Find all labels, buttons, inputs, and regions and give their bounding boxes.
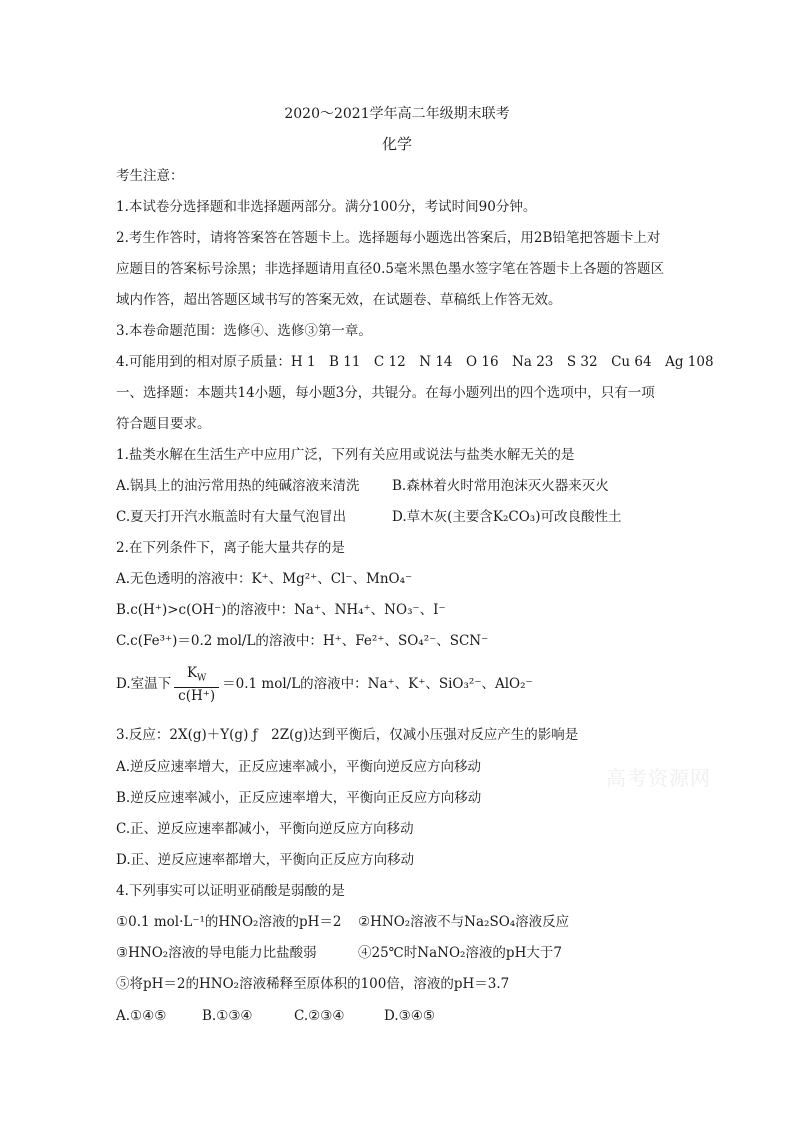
- option-a: A.逆反应速率增大，正反应速率减小，平衡向逆反应方向移动: [116, 759, 482, 775]
- option-a: A.无色透明的溶液中：K⁺、Mg²⁺、Cl⁻、MnO₄⁻: [116, 571, 413, 587]
- notice-item: 应题目的答案标号涂黑；非选择题请用直径0.5毫米黑色墨水签字笔在答题卡上各题的答题区: [116, 261, 664, 277]
- statement: ③HNO₂溶液的导电能力比盐酸弱: [116, 945, 317, 961]
- option-c: C.c(Fe³⁺)＝0.2 mol/L的溶液中：H⁺、Fe²⁺、SO₄²⁻、SCN⁻: [116, 633, 489, 649]
- subject-title: 化学: [381, 135, 412, 153]
- option-d: D.草木灰(主要含K₂CO₃)可改良酸性土: [392, 509, 622, 525]
- question-stem: 1.盐类水解在生活生产中应用广泛，下列有关应用或说法与盐类水解无关的是: [116, 447, 575, 463]
- option-d-suffix: ＝0.1 mol/L的溶液中：Na⁺、K⁺、SiO₃²⁻、AlO₂⁻: [222, 675, 533, 692]
- question-stem: 4.下列事实可以证明亚硝酸是弱酸的是: [116, 883, 345, 899]
- option-a: A.锅具上的油污常用热的纯碱溶液来清洗: [116, 478, 360, 494]
- atomic-mass-line: 4.可能用到的相对原子质量：H 1 B 11 C 12 N 14 O 16 Na 23 S 32 Cu 64 Ag 108: [116, 354, 714, 370]
- statement: ④25℃时NaNO₂溶液的pH大于7: [358, 945, 562, 961]
- statement: ①0.1 mol·L⁻¹的HNO₂溶液的pH＝2: [116, 914, 342, 930]
- fraction-numerator: $K_W$: [174, 665, 219, 688]
- option-d: [116, 665, 533, 704]
- option-b: B.森林着火时常用泡沫灭火器来灭火: [392, 478, 609, 494]
- notice-item: 1.本试卷分选择题和非选择题两部分。满分100分，考试时间90分钟。: [116, 199, 537, 215]
- section-intro: 一、选择题：本题共14小题，每小题3分，共锟分。在每小题列出的四个选项中，只有一项: [116, 385, 655, 401]
- exam-title: 2020～2021学年高二年级期末联考: [284, 106, 510, 122]
- section-intro: 符合题目要求。: [116, 416, 211, 432]
- option-c: C.夏天打开汽水瓶盖时有大量气泡冒出: [116, 509, 347, 525]
- option-d-prefix: D.室温下: [116, 675, 172, 692]
- question-stem: 3.反应：2X(g)＋Y(g) ƒ 2Z(g)达到平衡后，仅减小压强对反应产生的影响是: [116, 727, 579, 743]
- notice-item: 3.本卷命题范围：选修④、选修③第一章。: [116, 323, 372, 339]
- option-b: B.逆反应速率减小，正反应速率增大，平衡向正反应方向移动: [116, 790, 482, 806]
- option-c: C.正、逆反应速率都减小，平衡向逆反应方向移动: [116, 821, 414, 837]
- statement: ⑤将pH＝2的HNO₂溶液稀释至原体积的100倍，溶液的pH＝3.7: [116, 976, 510, 992]
- question-stem: 2.在下列条件下，离子能大量共存的是: [116, 540, 345, 556]
- option-c: C.②③④: [294, 1008, 345, 1024]
- fraction-denominator: c(H⁺): [178, 687, 216, 704]
- statement: ②HNO₂溶液不与Na₂SO₄溶液反应: [358, 914, 570, 930]
- option-d: D.③④⑤: [384, 1008, 435, 1024]
- notice-item: 域内作答，超出答题区域书写的答案无效，在试题卷、草稿纸上作答无效。: [116, 292, 562, 308]
- option-a: A.①④⑤: [116, 1008, 167, 1024]
- option-b: B.①③④: [202, 1008, 253, 1024]
- option-b: B.c(H⁺)>c(OH⁻)的溶液中：Na⁺、NH₄⁺、NO₃⁻、I⁻: [116, 602, 446, 618]
- watermark: 高考资源网: [606, 766, 711, 790]
- option-d: D.正、逆反应速率都增大，平衡向正反应方向移动: [116, 852, 415, 868]
- notice-heading: 考生注意：: [116, 168, 184, 184]
- notice-item: 2.考生作答时，请将答案答在答题卡上。选择题每小题选出答案后，用2B铅笔把答题卡上对: [116, 230, 661, 246]
- kw-fraction: [174, 665, 219, 704]
